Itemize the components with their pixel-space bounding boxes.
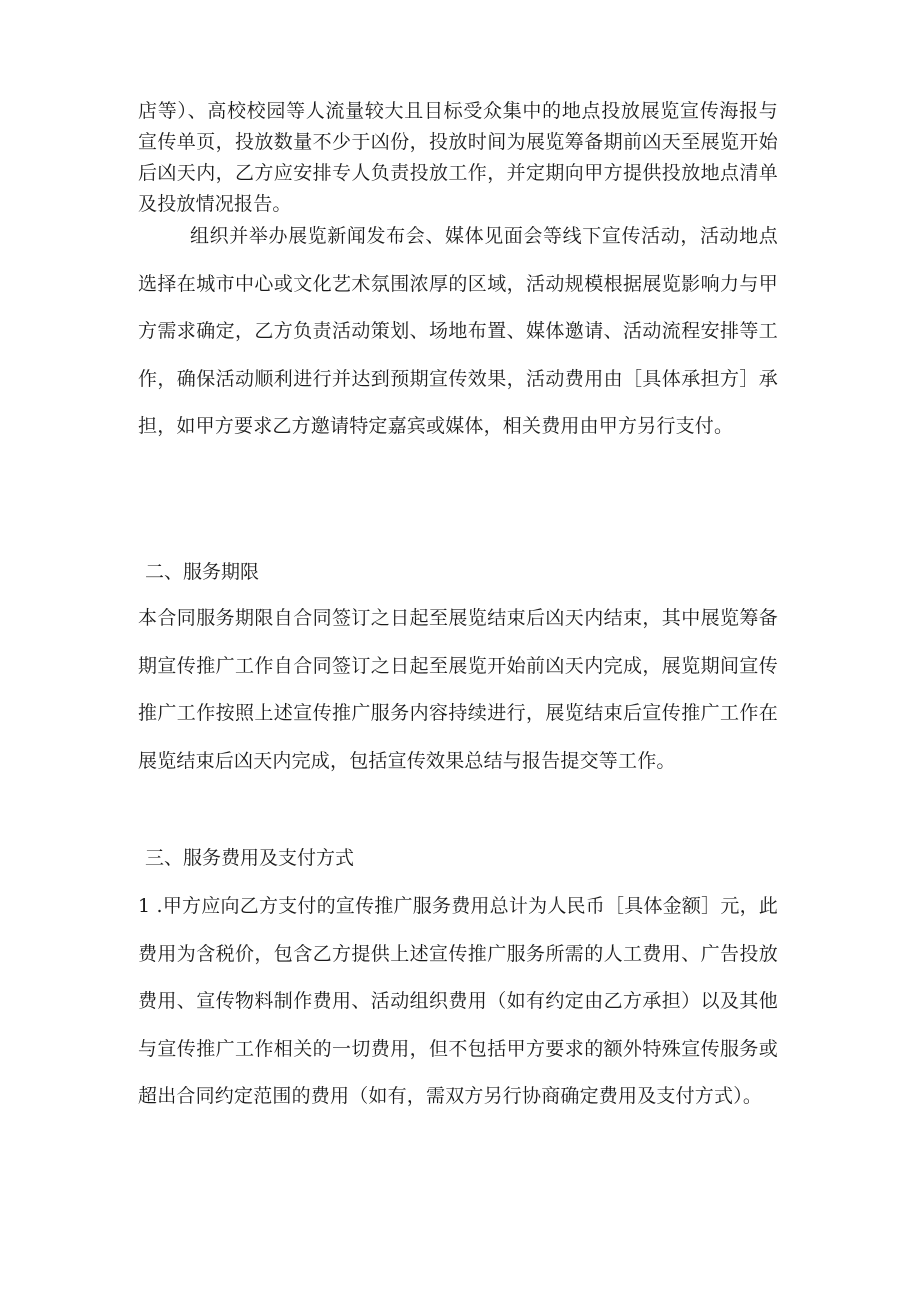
paragraph-offline-events: 组织并举办展览新闻发布会、媒体见面会等线下宣传活动，活动地点选择在城市中心或文化艺术氛围浓厚的区域，活动规模根据展览影响力与甲方需求确定，乙方负责活动策划、场地布置、媒体邀请、活动流程安排等工作，确保活动顺利进行并达到预期宣传效果，活动费用由［具体承担方］承担，如甲方要求乙方邀请特定嘉宾或媒体，相关费用由甲方另行支付。 — [138, 225, 778, 437]
section-heading-fees-payment: 三、服务费用及支付方式 — [145, 847, 355, 869]
paragraph-fees-item-1: 1 .甲方应向乙方支付的宣传推广服务费用总计为人民币［具体金额］元，此费用为含税价，包含乙方提供上述宣传推广服务所需的人工费用、广告投放费用、宣传物料制作费用、活动组织费用（如有约定由乙方承担）以及其他与宣传推广工作相关的一切费用，但不包括甲方要求的额外特殊宣传服务或超出合同约定范围的费用（如有，需双方另行协商确定费用及支付方式）。 — [138, 895, 778, 1107]
section-heading-service-period: 二、服务期限 — [145, 561, 260, 583]
paragraph-service-period: 本合同服务期限自合同签订之日起至展览结束后凶天内结束，其中展览筹备期宣传推广工作自合同签订之日起至展览开始前凶天内完成，展览期间宣传推广工作按照上述宣传推广服务内容持续进行，展览结束后宣传推广工作在展览结束后凶天内完成，包括宣传效果总结与报告提交等工作。 — [138, 607, 778, 772]
paragraph-poster-distribution: 店等）、高校校园等人流量较大且目标受众集中的地点投放展览宣传海报与宣传单页，投放数量不少于凶份，投放时间为展览筹备期前凶天至展览开始后凶天内，乙方应安排专人负责投放工作，并定期向甲方提供投放地点清单及投放情况报告。 — [138, 100, 778, 215]
